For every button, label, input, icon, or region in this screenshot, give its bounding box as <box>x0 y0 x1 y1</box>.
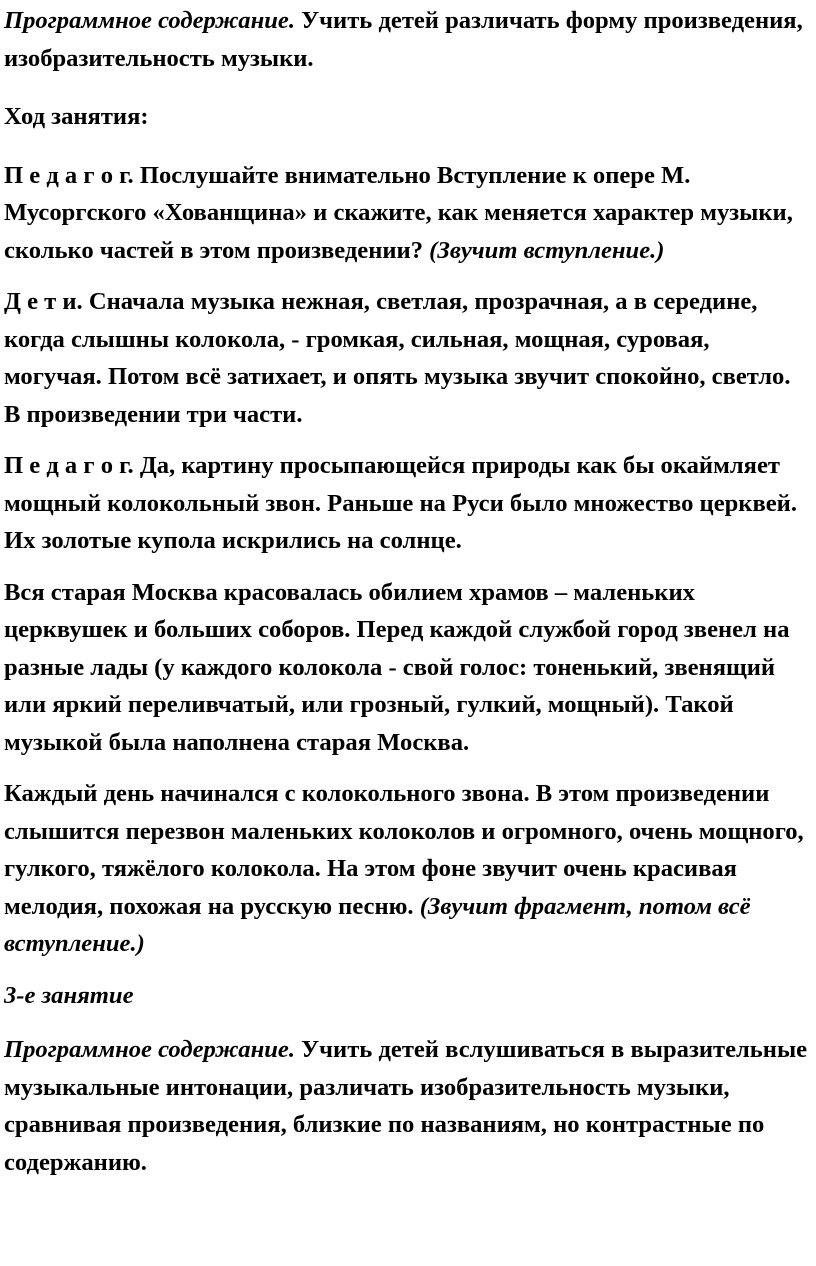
lesson-3-heading: 3-е занятие <box>4 981 134 1009</box>
speaker-teacher: П е д а г о г. <box>4 161 134 189</box>
program-content-label: Программное содержание. <box>4 7 295 34</box>
program-content-label: Программное содержание. <box>4 1036 295 1063</box>
speaker-children: Д е т и. <box>4 288 83 315</box>
bell-ringing-paragraph <box>4 775 812 963</box>
stage-note: (Звучит фрагмент, потом всё вступление.) <box>4 892 751 957</box>
stage-note: (Звучит вступление.) <box>429 236 665 264</box>
teacher-paragraph-1 <box>4 157 812 270</box>
teacher-paragraph-2 <box>4 447 812 560</box>
program-content-paragraph-2 <box>4 1031 812 1181</box>
paragraph-text: Учить детей различать форму произведения, изобразительность музыки. <box>4 7 803 72</box>
paragraph-text: Послушайте внимательно Вступление к опере М. Мусоргского «Хованщина» и скажите, как меняется характер музыки, сколько частей в этом произведении? <box>4 161 793 264</box>
paragraph-text: Да, картину просыпающейся природы как бы окаймляет мощный колокольный звон. Раньше на Руси было множество церквей. Их золотые купола искрились на солнце. <box>4 452 797 554</box>
paragraph-text: Учить детей вслушиваться в выразительные музыкальные интонации, различать изобразительность музыки, сравнивая произведения, близкие по названиям, но контрастные по содержанию. <box>4 1036 808 1176</box>
speaker-teacher: П е д а г о г. <box>4 452 134 479</box>
paragraph-text: Сначала музыка нежная, светлая, прозрачная, а в середине, когда слышны колокола, - громкая, сильная, мощная, суровая, могучая. Потом всё затихает, и опять музыка звучит спокойно, светло. В произведении три части. <box>4 288 791 428</box>
program-content-paragraph-1 <box>4 2 812 77</box>
moscow-paragraph: Вся старая Москва красовалась обилием храмов – маленьких церквушек и больших соборов. Перед каждой службой город звенел на разные лады (у каждого колокола - свой голос: тоненький, звенящий или яркий переливчатый, или грозный, гулкий, мощный). Такой музыкой была наполнена старая Москва. <box>4 578 790 756</box>
paragraph-text: Каждый день начинался с колокольного звона. В этом произведении слышится перезвон маленьких колоколов и огромного, очень мощного, гулкого, тяжёлого колокола. На этом фоне звучит очень красивая мелодия, похожая на русскую песню. <box>4 780 804 920</box>
children-paragraph <box>4 283 812 433</box>
lesson-progress-heading: Ход занятия: <box>4 103 149 130</box>
